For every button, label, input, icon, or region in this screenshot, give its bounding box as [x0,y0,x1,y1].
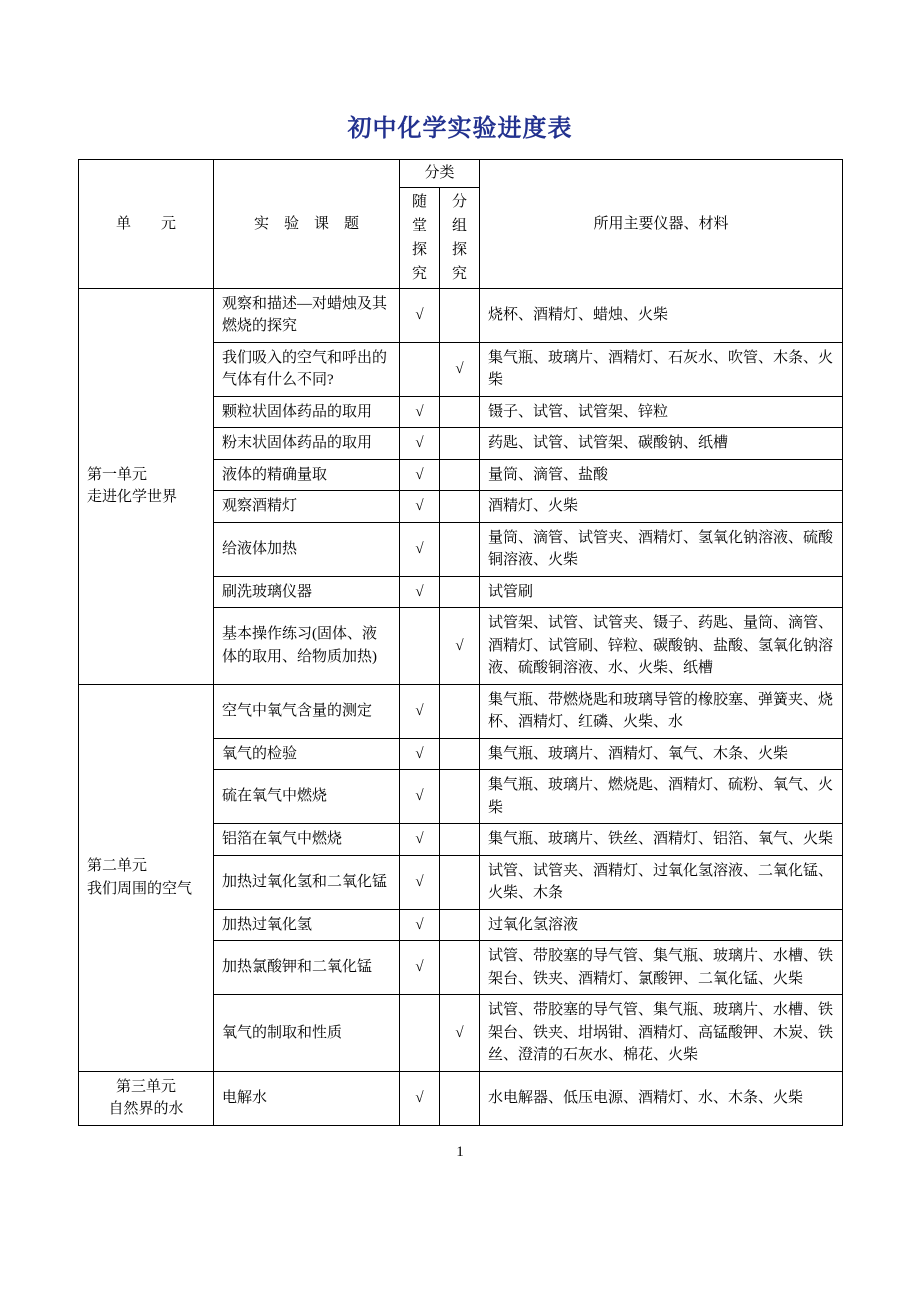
header-topic: 实 验 课 题 [214,160,400,289]
header-group-label: 分组探究 [451,193,467,282]
page-number: 1 [456,1143,464,1160]
experiment-topic: 颗粒状固体药品的取用 [214,396,400,428]
header-row-1 [79,160,843,188]
check-group-cell: √ [440,608,480,685]
check-inclass-cell: √ [400,1071,440,1125]
experiment-topic: 加热过氧化氢和二氧化锰 [214,855,400,909]
check-group-cell [440,459,480,491]
experiment-topic: 观察酒精灯 [214,491,400,523]
check-group-cell [440,288,480,342]
check-inclass-cell: √ [400,855,440,909]
materials-cell: 集气瓶、带燃烧匙和玻璃导管的橡胶塞、弹簧夹、烧杯、酒精灯、红磷、火柴、水 [480,684,843,738]
experiment-topic: 电解水 [214,1071,400,1125]
check-group-cell [440,396,480,428]
check-inclass-cell [400,342,440,396]
check-inclass-cell: √ [400,491,440,523]
check-inclass-cell: √ [400,824,440,856]
check-group-cell [440,576,480,608]
check-inclass-cell: √ [400,941,440,995]
check-inclass-cell: √ [400,396,440,428]
materials-cell: 量筒、滴管、盐酸 [480,459,843,491]
header-unit: 单 元 [79,160,214,289]
table-header [79,160,843,289]
experiment-topic: 给液体加热 [214,522,400,576]
materials-cell: 集气瓶、玻璃片、燃烧匙、酒精灯、硫粉、氧气、火柴 [480,770,843,824]
experiment-topic: 液体的精确量取 [214,459,400,491]
check-group-cell: √ [440,342,480,396]
experiment-topic: 加热过氧化氢 [214,909,400,941]
check-group-cell [440,491,480,523]
header-materials: 所用主要仪器、材料 [480,160,843,289]
check-group-cell [440,522,480,576]
check-group-cell: √ [440,995,480,1072]
experiment-topic: 我们吸入的空气和呼出的气体有什么不同? [214,342,400,396]
check-group-cell [440,824,480,856]
materials-cell: 酒精灯、火柴 [480,491,843,523]
materials-cell: 试管刷 [480,576,843,608]
table-body [79,288,843,1125]
check-group-cell [440,909,480,941]
materials-cell: 集气瓶、玻璃片、酒精灯、氧气、木条、火柴 [480,738,843,770]
check-inclass-cell [400,608,440,685]
materials-cell: 镊子、试管、试管架、锌粒 [480,396,843,428]
check-group-cell [440,770,480,824]
materials-cell: 试管架、试管、试管夹、镊子、药匙、量筒、滴管、酒精灯、试管刷、锌粒、碳酸钠、盐酸、氢氧化钠溶液、硫酸铜溶液、水、火柴、纸槽 [480,608,843,685]
check-inclass-cell: √ [400,738,440,770]
check-group-cell [440,941,480,995]
experiment-topic: 基本操作练习(固体、液体的取用、给物质加热) [214,608,400,685]
check-inclass-cell: √ [400,576,440,608]
experiment-topic: 氧气的检验 [214,738,400,770]
materials-cell: 试管、带胶塞的导气管、集气瓶、玻璃片、水槽、铁架台、铁夹、酒精灯、氯酸钾、二氧化锰、火柴 [480,941,843,995]
experiment-topic: 粉末状固体药品的取用 [214,428,400,460]
experiment-topic: 氧气的制取和性质 [214,995,400,1072]
materials-cell: 集气瓶、玻璃片、酒精灯、石灰水、吹管、木条、火柴 [480,342,843,396]
check-group-cell [440,684,480,738]
materials-cell: 试管、试管夹、酒精灯、过氧化氢溶液、二氧化锰、火柴、木条 [480,855,843,909]
header-inclass-label: 随堂探究 [411,193,427,282]
materials-cell: 药匙、试管、试管架、碳酸钠、纸槽 [480,428,843,460]
check-group-cell [440,1071,480,1125]
header-inclass [400,187,440,288]
header-category: 分类 [400,160,480,188]
unit-cell: 第二单元 我们周围的空气 [79,684,214,1071]
materials-cell: 量筒、滴管、试管夹、酒精灯、氢氧化钠溶液、硫酸铜溶液、火柴 [480,522,843,576]
materials-cell: 集气瓶、玻璃片、铁丝、酒精灯、铝箔、氧气、火柴 [480,824,843,856]
check-inclass-cell: √ [400,459,440,491]
unit-cell: 第一单元 走进化学世界 [79,288,214,684]
document-title: 初中化学实验进度表 [347,116,573,142]
table-row [79,1071,843,1125]
header-group [440,187,480,288]
check-inclass-cell: √ [400,770,440,824]
check-group-cell [440,855,480,909]
unit-cell: 第三单元 自然界的水 [79,1071,214,1125]
experiment-topic: 刷洗玻璃仪器 [214,576,400,608]
table-row [79,684,843,738]
materials-cell: 水电解器、低压电源、酒精灯、水、木条、火柴 [480,1071,843,1125]
table-row [79,288,843,342]
experiment-topic: 空气中氧气含量的测定 [214,684,400,738]
check-inclass-cell: √ [400,909,440,941]
check-group-cell [440,428,480,460]
experiment-schedule-table [78,159,843,1126]
check-inclass-cell: √ [400,522,440,576]
experiment-topic: 铝箔在氧气中燃烧 [214,824,400,856]
materials-cell: 烧杯、酒精灯、蜡烛、火柴 [480,288,843,342]
materials-cell: 过氧化氢溶液 [480,909,843,941]
materials-cell: 试管、带胶塞的导气管、集气瓶、玻璃片、水槽、铁架台、铁夹、坩埚钳、酒精灯、高锰酸钾、木炭、铁丝、澄清的石灰水、棉花、火柴 [480,995,843,1072]
check-inclass-cell: √ [400,428,440,460]
experiment-topic: 硫在氧气中燃烧 [214,770,400,824]
check-inclass-cell: √ [400,684,440,738]
check-group-cell [440,738,480,770]
check-inclass-cell: √ [400,288,440,342]
check-inclass-cell [400,995,440,1072]
experiment-topic: 加热氯酸钾和二氧化锰 [214,941,400,995]
experiment-topic: 观察和描述—对蜡烛及其燃烧的探究 [214,288,400,342]
